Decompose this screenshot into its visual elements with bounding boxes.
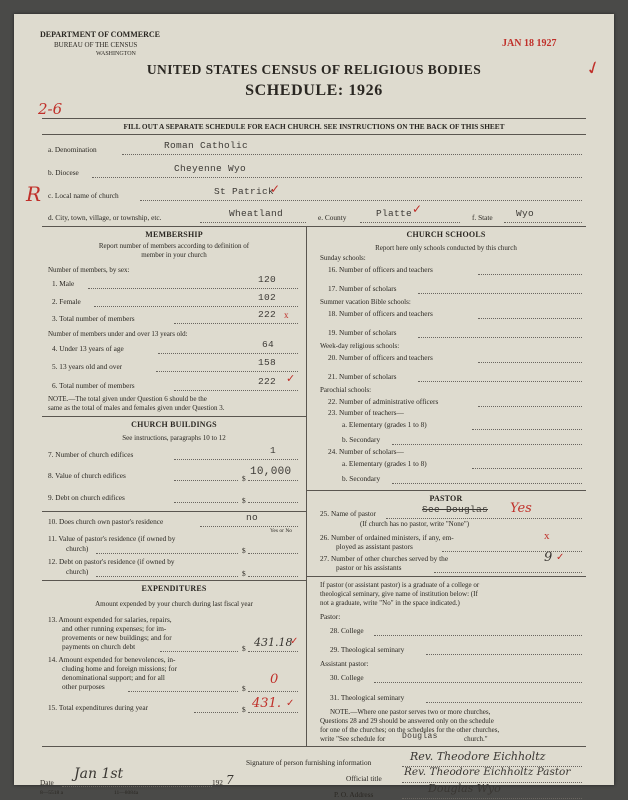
q11-label-2: church) bbox=[66, 544, 89, 553]
q15-value: 431. bbox=[252, 696, 281, 711]
q19-label: 19. Number of scholars bbox=[328, 328, 397, 337]
city-name: WASHINGTON bbox=[96, 51, 136, 57]
denomination-label: a. Denomination bbox=[48, 145, 97, 154]
q10-value: no bbox=[246, 512, 259, 523]
date-label: Date bbox=[40, 778, 54, 787]
q4-label: 4. Under 13 years of age bbox=[52, 344, 124, 353]
schools-intro: Report here only schools conducted by this church bbox=[375, 244, 517, 252]
q13-line-1: 13. Amount expended for salaries, repairs, bbox=[48, 615, 172, 624]
pastor-note-4c: church." bbox=[464, 735, 488, 743]
dollar-sign-icon: $ bbox=[242, 546, 246, 555]
expenditures-heading: EXPENDITURES bbox=[141, 584, 207, 593]
state-value: Wyo bbox=[516, 208, 535, 219]
sunday-schools-label: Sunday schools: bbox=[320, 254, 366, 262]
q7-label: 7. Number of church edifices bbox=[48, 450, 134, 459]
q10-hint: Yes or No bbox=[270, 528, 293, 534]
q2-label: 2. Female bbox=[52, 297, 81, 306]
dollar-sign-icon: $ bbox=[242, 684, 246, 693]
dollar-sign-icon: $ bbox=[242, 496, 246, 505]
q5-over13-value: 158 bbox=[258, 357, 277, 368]
q30-label: 30. College bbox=[330, 673, 364, 682]
q14-value: 0 bbox=[270, 672, 279, 687]
q14-line-3: denominational support; and for all bbox=[62, 673, 165, 682]
q24b-label: b. Secondary bbox=[342, 474, 381, 483]
members-by-age-label: Number of members under and over 13 years old: bbox=[48, 330, 188, 338]
college-instruction-1: If pastor (or assistant pastor) is a graduate of a college or bbox=[320, 581, 480, 589]
dollar-sign-icon: $ bbox=[242, 644, 246, 653]
official-title-value: Rev. Theodore Eichholtz Pastor bbox=[404, 766, 571, 778]
q25-hint: (If church has no pastor, write "None") bbox=[360, 520, 470, 528]
q29-label: 29. Theological seminary bbox=[330, 645, 405, 654]
q23-label: 23. Number of teachers— bbox=[328, 408, 404, 417]
q1-label: 1. Male bbox=[52, 279, 75, 288]
expenditures-sub: Amount expended by your church during last fiscal year bbox=[95, 600, 253, 608]
membership-intro-1: Report number of members according to definition of bbox=[98, 242, 250, 250]
form-title: UNITED STATES CENSUS OF RELIGIOUS BODIES bbox=[146, 62, 482, 77]
q12-label-2: church) bbox=[66, 567, 89, 576]
check-mark-icon: ✓ bbox=[556, 552, 565, 563]
q27-value: 9 bbox=[544, 550, 553, 565]
membership-note-1: NOTE.—The total given under Question 6 should be the bbox=[48, 395, 207, 403]
diocese-label: b. Diocese bbox=[48, 168, 79, 177]
state-label: f. State bbox=[472, 213, 493, 222]
q14-line-4: other purposes bbox=[62, 682, 105, 691]
department-name: DEPARTMENT OF COMMERCE bbox=[40, 30, 161, 39]
check-mark-icon: ✓ bbox=[270, 182, 281, 196]
church-name-value: St Patrick bbox=[214, 186, 275, 197]
q27-line-2: pastor or his assistants bbox=[336, 563, 402, 572]
bureau-name: BUREAU OF THE CENSUS bbox=[54, 41, 138, 49]
county-label: e. County bbox=[318, 213, 347, 222]
q1-male-value: 120 bbox=[258, 274, 277, 285]
denomination-value: Roman Catholic bbox=[164, 140, 249, 151]
received-stamp: JAN 18 1927 bbox=[502, 38, 557, 49]
q28-label: 28. College bbox=[330, 626, 364, 635]
q10-label: 10. Does church own pastor's residence bbox=[48, 517, 164, 526]
q13-value: 431.18 bbox=[254, 636, 293, 649]
pastor-note-2: Questions 28 and 29 should be answered only on the schedule bbox=[320, 717, 494, 725]
print-code: 8—5518 a bbox=[40, 790, 64, 796]
q3-total-value: 222 bbox=[258, 309, 277, 320]
check-mark-icon: ✓ bbox=[290, 636, 299, 647]
q18-label: 18. Number of officers and teachers bbox=[328, 309, 433, 318]
check-mark-icon: ✓ bbox=[582, 56, 604, 81]
summer-schools-label: Summer vacation Bible schools: bbox=[320, 298, 411, 306]
q2-female-value: 102 bbox=[258, 292, 277, 303]
county-value: Platte bbox=[376, 208, 413, 219]
q4-under13-value: 64 bbox=[262, 339, 275, 350]
dollar-sign-icon: $ bbox=[242, 474, 246, 483]
pastor-note-4b: Douglas bbox=[402, 732, 438, 741]
q23a-label: a. Elementary (grades 1 to 8) bbox=[342, 420, 427, 429]
date-value: Jan 1st bbox=[74, 766, 124, 782]
q21-label: 21. Number of scholars bbox=[328, 372, 397, 381]
q6-total-value: 222 bbox=[258, 376, 277, 387]
dollar-sign-icon: $ bbox=[242, 569, 246, 578]
college-instruction-2: theological seminary, give name of institution below: (If bbox=[320, 590, 478, 598]
q26-line-1: 26. Number of ordained ministers, if any, em- bbox=[320, 533, 454, 542]
city-label: d. City, town, village, or township, etc. bbox=[48, 213, 162, 222]
buildings-heading: CHURCH BUILDINGS bbox=[131, 420, 217, 429]
schools-heading: CHURCH SCHOOLS bbox=[406, 230, 486, 239]
check-mark-icon: ✓ bbox=[286, 373, 296, 385]
q13-line-4: payments on church debt bbox=[62, 642, 136, 651]
q17-label: 17. Number of scholars bbox=[328, 284, 397, 293]
q24-label: 24. Number of scholars— bbox=[328, 447, 404, 456]
q26-line-2: ployed as assistant pastors bbox=[336, 542, 413, 551]
po-address-label: P. O. Address bbox=[334, 790, 374, 799]
pastor-note-1: NOTE.—Where one pastor serves two or more churches, bbox=[330, 708, 491, 716]
q25-mark: Yes bbox=[510, 501, 532, 516]
weekday-schools-label: Week-day religious schools: bbox=[320, 342, 400, 350]
q9-label: 9. Debt on church edifices bbox=[48, 493, 125, 502]
q20-label: 20. Number of officers and teachers bbox=[328, 353, 433, 362]
q14-line-2: cluding home and foreign missions; for bbox=[62, 664, 177, 673]
official-title-label: Official title bbox=[346, 774, 382, 783]
q26-mark: x bbox=[544, 530, 550, 542]
city-value: Wheatland bbox=[229, 208, 284, 219]
membership-note-2: same as the total of males and females given under Question 3. bbox=[48, 404, 225, 412]
print-code-2: 11—8084a bbox=[114, 790, 139, 796]
pastor-subheading: Pastor: bbox=[320, 612, 341, 621]
q7-edifices-value: 1 bbox=[270, 445, 277, 456]
q13-line-2: and other running expenses; for im- bbox=[62, 624, 167, 633]
q25-label: 25. Name of pastor bbox=[320, 509, 376, 518]
q22-label: 22. Number of administrative officers bbox=[328, 397, 439, 406]
q24a-label: a. Elementary (grades 1 to 8) bbox=[342, 459, 427, 468]
q23b-label: b. Secondary bbox=[342, 435, 381, 444]
q3-label: 3. Total number of members bbox=[52, 314, 135, 323]
q16-label: 16. Number of officers and teachers bbox=[328, 265, 433, 274]
college-instruction-3: not a graduate, write "No" in the space indicated.) bbox=[320, 599, 460, 607]
q31-label: 31. Theological seminary bbox=[330, 693, 405, 702]
check-mark-icon: x bbox=[284, 310, 289, 320]
check-mark-icon: ✓ bbox=[412, 202, 423, 216]
q6-label: 6. Total number of members bbox=[52, 381, 135, 390]
margin-mark: R bbox=[26, 182, 42, 206]
q25-pastor-value: See Douglas bbox=[422, 504, 489, 515]
signature-value: Rev. Theodore Eichholtz bbox=[410, 750, 546, 763]
schedule-title: SCHEDULE: 1926 bbox=[245, 82, 383, 99]
parochial-schools-label: Parochial schools: bbox=[320, 386, 372, 394]
buildings-sub: See instructions, paragraphs 10 to 12 bbox=[122, 434, 226, 442]
po-address-value: Douglas Wyo bbox=[428, 782, 501, 795]
q27-line-1: 27. Number of other churches served by the bbox=[320, 554, 449, 563]
q8-label: 8. Value of church edifices bbox=[48, 471, 126, 480]
census-schedule-page bbox=[14, 14, 614, 799]
membership-intro-2: member in your church bbox=[141, 251, 207, 259]
date-year-digit: 7 bbox=[226, 773, 234, 787]
pastor-note-3: for one of the churches; on the schedules for the other churches, bbox=[320, 726, 500, 734]
q11-label-1: 11. Value of pastor's residence (if owned by bbox=[48, 534, 176, 543]
margin-note: 2-6 bbox=[38, 100, 63, 118]
dollar-sign-icon: $ bbox=[242, 705, 246, 714]
q13-line-3: provements or new buildings; and for bbox=[62, 633, 172, 642]
membership-heading: MEMBERSHIP bbox=[145, 230, 203, 239]
q14-line-1: 14. Amount expended for benevolences, in- bbox=[48, 655, 176, 664]
q5-label: 5. 13 years old and over bbox=[52, 362, 123, 371]
check-mark-icon: ✓ bbox=[286, 698, 295, 709]
q15-label: 15. Total expenditures during year bbox=[48, 703, 149, 712]
pastor-heading: PASTOR bbox=[429, 494, 463, 503]
pastor-note-4a: write "See schedule for bbox=[320, 735, 386, 743]
signature-label: Signature of person furnishing information bbox=[246, 758, 372, 767]
date-year-prefix: 192 bbox=[212, 778, 223, 787]
assistant-subheading: Assistant pastor: bbox=[320, 659, 369, 668]
instruction-line: FILL OUT A SEPARATE SCHEDULE FOR EACH CHURCH. SEE INSTRUCTIONS ON THE BACK OF THIS SHEET bbox=[123, 122, 505, 131]
diocese-value: Cheyenne Wyo bbox=[174, 163, 247, 174]
members-by-sex-label: Number of members, by sex: bbox=[48, 266, 130, 274]
q12-label-1: 12. Debt on pastor's residence (if owned by bbox=[48, 557, 175, 566]
q8-value: 10,000 bbox=[250, 466, 292, 478]
church-name-label: c. Local name of church bbox=[48, 191, 119, 200]
